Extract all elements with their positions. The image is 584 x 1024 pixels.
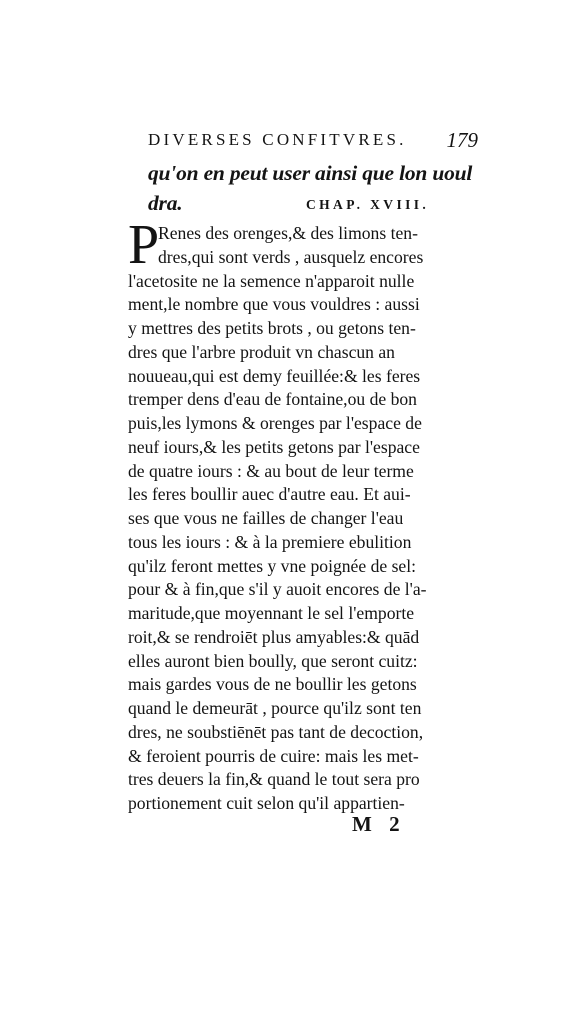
text-line: y mettres des petits brots , ou getons ten- [128, 318, 416, 338]
text-line: ment,le nombre que vous vouldres : aussi [128, 294, 420, 315]
text-line: tremper dens d'eau de fontaine,ou de bon [128, 389, 417, 410]
text-line: puis,les lymons & orenges par l'espace de [128, 413, 422, 433]
text-line: quand le demeurāt , pource qu'ilz sont ten [128, 698, 422, 718]
text-line: neuf iours,& les petits getons par l'espace [128, 436, 420, 457]
drop-cap: P [128, 214, 160, 276]
text-line: dres que l'arbre produit vn chascun an [128, 341, 395, 362]
text-line: Renes des orenges,& des limons ten- [158, 223, 418, 243]
text-line: portionement cuit selon qu'il appartien- [128, 793, 405, 813]
text-line: nouueau,qui est demy feuillée:& les feres [128, 365, 421, 386]
running-head [148, 128, 478, 156]
text-line: tous les iours : & à la premiere ebulition [128, 531, 412, 552]
text-line: l'acetosite ne la semence n'apparoit nulle [128, 270, 415, 291]
heading-line-1: qu'on en peut user ainsi que lon uoul [148, 161, 473, 185]
text-line: roit,& se rendroiēt plus amyables:& quād [128, 626, 420, 647]
text-line: maritude,que moyennant le sel l'emporte [128, 603, 415, 623]
signature-mark: M 2 [352, 812, 406, 836]
running-title: DIVERSES CONFITVRES. [148, 130, 407, 149]
chapter-heading [148, 158, 478, 218]
chapter-label: CHAP. XVIII. [306, 197, 430, 212]
page-number: 179 [446, 128, 478, 152]
text-line: & feroient pourris de cuire: mais les met- [128, 745, 419, 766]
text-line: dres,qui sont verds , ausquelz encores [158, 246, 424, 267]
text-line: tres deuers la fin,& quand le tout sera pro [128, 769, 420, 790]
text-line: elles auront bien boully, que seront cuitz: [128, 650, 418, 671]
text-line: dres, ne soubstiēnēt pas tant de decoction, [128, 721, 424, 742]
text-line: de quatre iours : & au bout de leur terme [128, 460, 414, 481]
text-line: ses que vous ne failles de changer l'eau [128, 508, 404, 528]
text-line: pour & à fin,que s'il y auoit encores de l'a- [128, 579, 427, 600]
body-text [128, 222, 470, 816]
text-line: mais gardes vous de ne boullir les getons [128, 674, 417, 695]
heading-line-2 [148, 188, 478, 218]
text-line: qu'ilz feront mettes y vne poignée de sel: [128, 555, 417, 576]
heading-line-2-text: dra. [148, 191, 183, 215]
text-line: les feres boullir auec d'autre eau. Et aui- [128, 484, 411, 505]
